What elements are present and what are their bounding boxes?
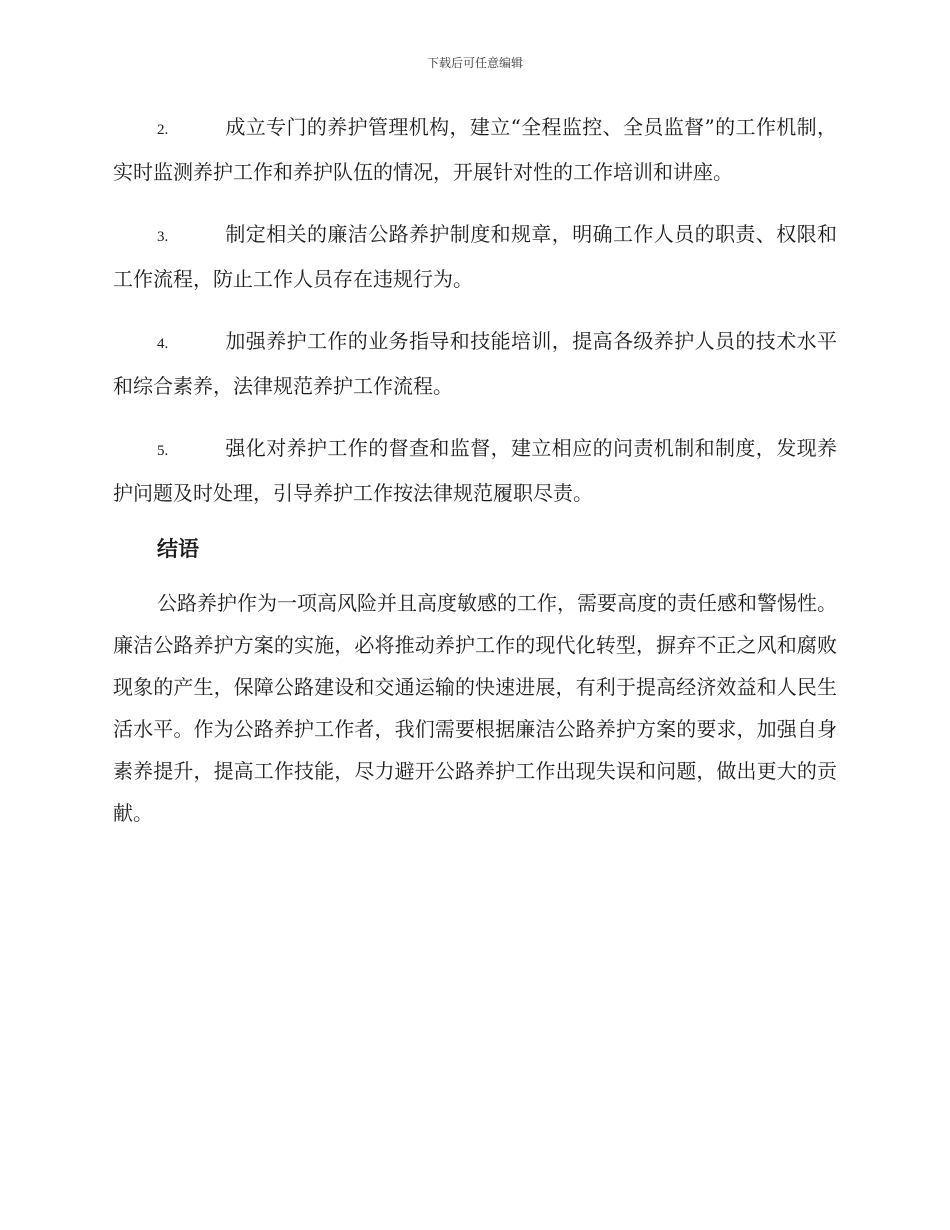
list-item-number: 3. [157,229,169,245]
section-heading: 结语 [157,537,199,561]
list-item [113,106,837,193]
document-body [113,106,837,834]
list-item-text: 制定相关的廉洁公路养护制度和规章，明确工作人员的职责、权限和工作流程，防止工作人员存在违规行为。 [113,222,837,291]
list-item-number: 4. [157,336,169,352]
page-header-note: 下载后可任意编辑 [426,56,523,70]
list-item-text: 强化对养护工作的督查和监督，建立相应的问责机制和制度，发现养护问题及时处理，引导养护工作按法律规范履职尽责。 [113,436,837,505]
list-item-text: 成立专门的养护管理机构，建立“全程监控、全员监督”的工作机制，实时监测养护工作和养护队伍的情况，开展针对性的工作培训和讲座。 [113,115,837,184]
list-item-number: 2. [157,122,169,138]
list-item [113,427,837,514]
list-item [113,213,837,300]
list-item-number: 5. [157,443,169,459]
list-item [113,320,837,407]
conclusion-paragraph: 公路养护作为一项高风险并且高度敏感的工作，需要高度的责任感和警惕性。廉洁公路养护方案的实施，必将推动养护工作的现代化转型，摒弃不正之风和腐败现象的产生，保障公路建设和交通运输的快速进展，有利于提高经济效益和人民生活水平。作为公路养护工作者，我们需要根据廉洁公路养护方案的要求，加强自身素养提升，提高工作技能，尽力避开公路养护工作出现失误和问题，做出更大的贡献。 [113,591,837,825]
list-item-text: 加强养护工作的业务指导和技能培训，提高各级养护人员的技术水平和综合素养，法律规范养护工作流程。 [113,329,837,398]
